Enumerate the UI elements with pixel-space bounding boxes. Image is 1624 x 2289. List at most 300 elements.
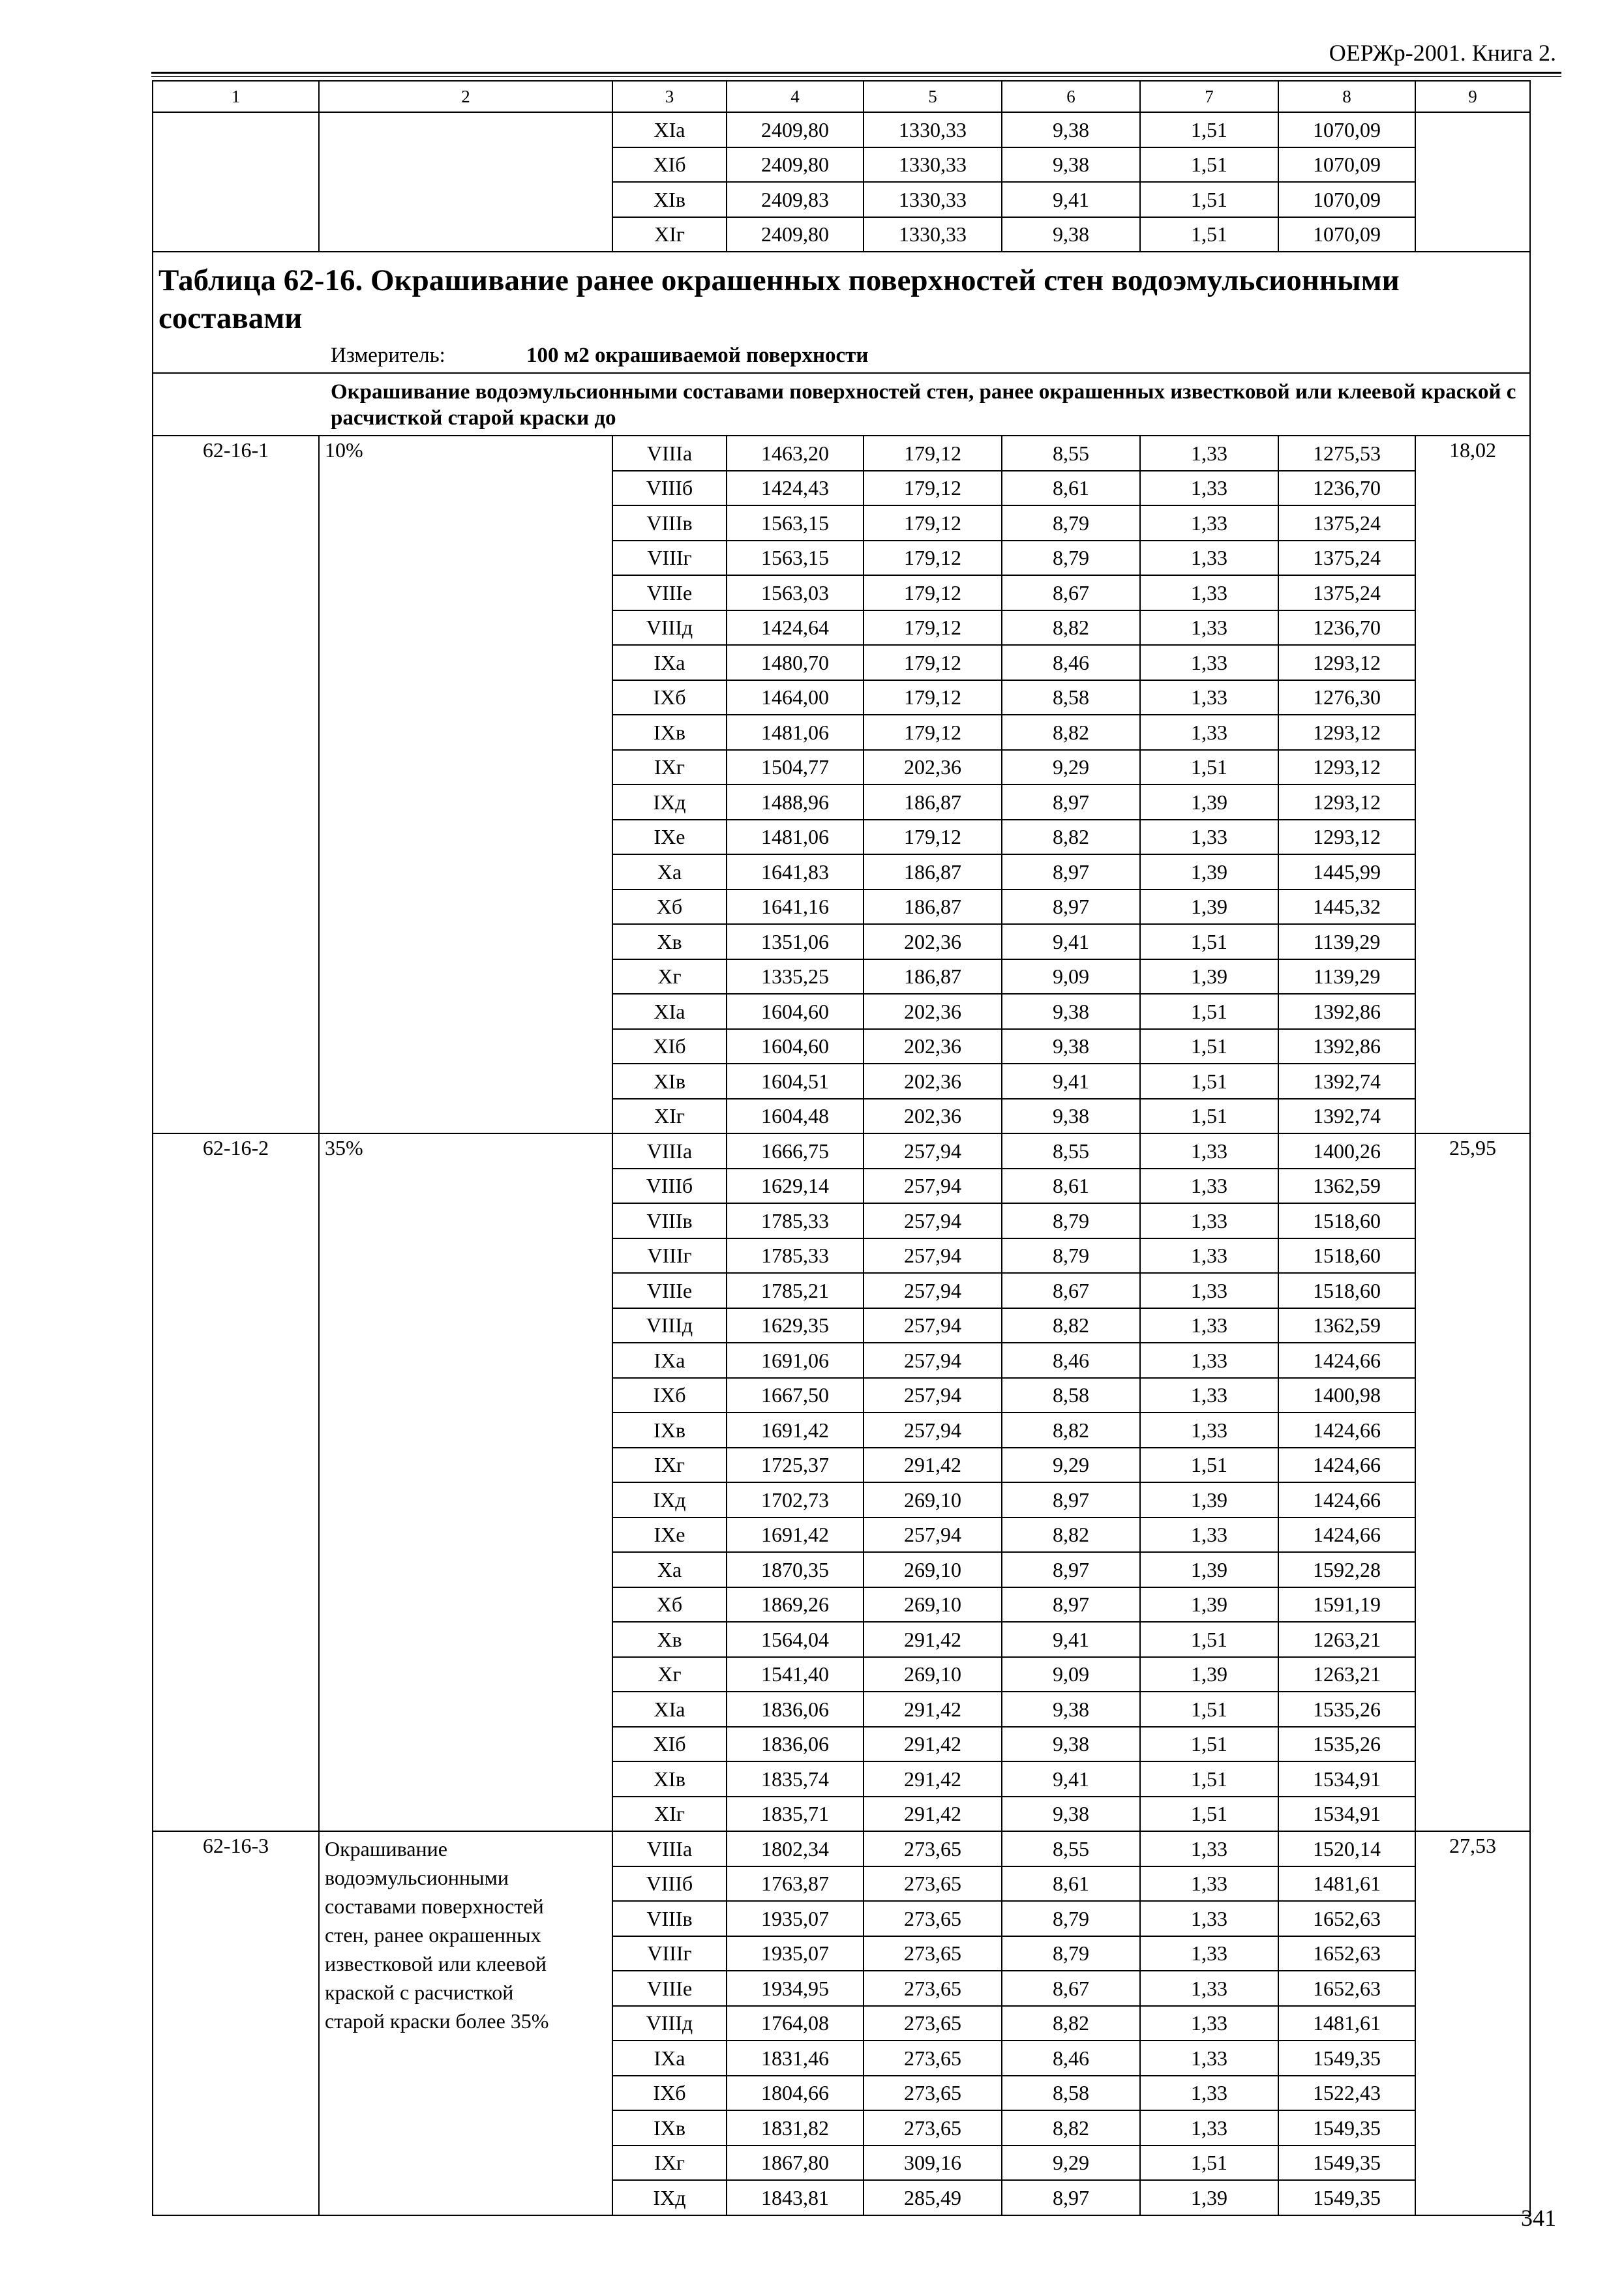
machine-cost-cell: 9,38 [1002, 217, 1140, 252]
direct-cost-cell: 1424,64 [727, 610, 864, 646]
price-cell: 18,02 [1415, 436, 1530, 1133]
zone-cell: IXе [612, 1518, 727, 1553]
wage-cell: 179,12 [864, 471, 1002, 506]
material-cost-cell: 1591,19 [1278, 1587, 1415, 1623]
machinist-wage-cell: 1,33 [1140, 2006, 1278, 2041]
material-cost-cell: 1549,35 [1278, 2041, 1415, 2076]
direct-cost-cell: 1843,81 [727, 2180, 864, 2215]
direct-cost-cell: 1564,04 [727, 1622, 864, 1657]
zone-cell: VIIIг [612, 1936, 727, 1971]
column-number: 9 [1415, 81, 1530, 112]
direct-cost-cell: 1481,06 [727, 715, 864, 750]
table-row [153, 436, 1530, 471]
material-cost-cell: 1518,60 [1278, 1273, 1415, 1308]
machine-cost-cell: 9,38 [1002, 994, 1140, 1029]
material-cost-cell: 1522,43 [1278, 2076, 1415, 2111]
wage-cell: 291,42 [864, 1797, 1002, 1832]
zone-cell: XIа [612, 994, 727, 1029]
price-cell: 25,95 [1415, 1133, 1530, 1831]
zone-cell: IXб [612, 1378, 727, 1413]
machinist-wage-cell: 1,33 [1140, 575, 1278, 610]
zone-cell: Xв [612, 924, 727, 959]
direct-cost-cell: 1641,16 [727, 890, 864, 925]
zone-cell: IXв [612, 1413, 727, 1448]
direct-cost-cell: 1831,46 [727, 2041, 864, 2076]
material-cost-cell: 1400,98 [1278, 1378, 1415, 1413]
wage-cell: 186,87 [864, 854, 1002, 890]
wage-cell: 186,87 [864, 959, 1002, 995]
meter-label: Измеритель: [331, 344, 445, 367]
machinist-wage-cell: 1,33 [1140, 610, 1278, 646]
machine-cost-cell: 8,67 [1002, 575, 1140, 610]
wage-cell: 273,65 [864, 2076, 1002, 2111]
machine-cost-cell: 8,61 [1002, 1169, 1140, 1204]
machinist-wage-cell: 1,33 [1140, 680, 1278, 715]
wage-cell: 186,87 [864, 785, 1002, 820]
material-cost-cell: 1392,74 [1278, 1099, 1415, 1134]
machinist-wage-cell: 1,51 [1140, 217, 1278, 252]
machine-cost-cell: 9,38 [1002, 1029, 1140, 1064]
machinist-wage-cell: 1,39 [1140, 890, 1278, 925]
material-cost-cell: 1424,66 [1278, 1343, 1415, 1378]
machine-cost-cell: 9,38 [1002, 112, 1140, 147]
machinist-wage-cell: 1,33 [1140, 1936, 1278, 1971]
machine-cost-cell: 9,09 [1002, 1657, 1140, 1692]
machinist-wage-cell: 1,51 [1140, 1099, 1278, 1134]
machine-cost-cell: 8,58 [1002, 1378, 1140, 1413]
machine-cost-cell: 8,82 [1002, 2006, 1140, 2041]
zone-cell: VIIIг [612, 1238, 727, 1274]
description-cell: 10% [319, 436, 612, 1133]
machinist-wage-cell: 1,33 [1140, 1413, 1278, 1448]
direct-cost-cell: 1835,74 [727, 1761, 864, 1797]
material-cost-cell: 1375,24 [1278, 505, 1415, 541]
material-cost-cell: 1534,91 [1278, 1761, 1415, 1797]
direct-cost-cell: 1934,95 [727, 1971, 864, 2006]
direct-cost-cell: 1563,15 [727, 541, 864, 576]
direct-cost-cell: 1785,33 [727, 1238, 864, 1274]
material-cost-cell: 1445,32 [1278, 890, 1415, 925]
material-cost-cell: 1549,35 [1278, 2146, 1415, 2181]
zone-cell: VIIIг [612, 541, 727, 576]
machine-cost-cell: 8,46 [1002, 1343, 1140, 1378]
direct-cost-cell: 1836,06 [727, 1692, 864, 1727]
machine-cost-cell: 8,79 [1002, 505, 1140, 541]
zone-cell: VIIIб [612, 1169, 727, 1204]
material-cost-cell: 1518,60 [1278, 1203, 1415, 1238]
wage-cell: 273,65 [864, 1936, 1002, 1971]
zone-cell: VIIIд [612, 610, 727, 646]
machine-cost-cell: 8,82 [1002, 1518, 1140, 1553]
zone-cell: XIг [612, 1797, 727, 1832]
zone-cell: XIа [612, 112, 727, 147]
material-cost-cell: 1549,35 [1278, 2110, 1415, 2146]
material-cost-cell: 1070,09 [1278, 112, 1415, 147]
machinist-wage-cell: 1,33 [1140, 471, 1278, 506]
wage-cell: 273,65 [864, 1866, 1002, 1902]
zone-cell: IXд [612, 2180, 727, 2215]
table-title-row [153, 252, 1530, 373]
header-rule [151, 72, 1561, 77]
direct-cost-cell: 1691,06 [727, 1343, 864, 1378]
machine-cost-cell: 9,29 [1002, 750, 1140, 785]
zone-cell: IXд [612, 1482, 727, 1518]
column-number: 7 [1140, 81, 1278, 112]
zone-cell: VIIIа [612, 436, 727, 471]
price-cell [1415, 112, 1530, 252]
table-title-cell [153, 252, 1530, 373]
machinist-wage-cell: 1,33 [1140, 645, 1278, 680]
page-number: 341 [1521, 2205, 1556, 2231]
material-cost-cell: 1275,53 [1278, 436, 1415, 471]
zone-cell: XIв [612, 182, 727, 217]
description-cell: Окрашивание водоэмульсионными составами поверхностей стен, ранее окрашенных известковой или клеевой краской с расчисткой старой краски более 35% [319, 1831, 612, 2215]
material-cost-cell: 1375,24 [1278, 575, 1415, 610]
zone-cell: Xб [612, 1587, 727, 1623]
wage-cell: 179,12 [864, 575, 1002, 610]
table-row [153, 112, 1530, 147]
zone-cell: VIIIа [612, 1133, 727, 1169]
code-cell: 62-16-3 [153, 1831, 319, 2215]
machine-cost-cell: 8,97 [1002, 785, 1140, 820]
wage-cell: 202,36 [864, 750, 1002, 785]
direct-cost-cell: 1785,21 [727, 1273, 864, 1308]
machine-cost-cell: 8,82 [1002, 610, 1140, 646]
wage-cell: 273,65 [864, 1831, 1002, 1866]
wage-cell: 285,49 [864, 2180, 1002, 2215]
direct-cost-cell: 2409,80 [727, 147, 864, 183]
column-number: 1 [153, 81, 319, 112]
material-cost-cell: 1293,12 [1278, 820, 1415, 855]
machine-cost-cell: 8,79 [1002, 1203, 1140, 1238]
running-header: ОЕРЖр-2001. Книга 2. [1329, 40, 1556, 66]
direct-cost-cell: 1691,42 [727, 1413, 864, 1448]
wage-cell: 273,65 [864, 2041, 1002, 2076]
machinist-wage-cell: 1,39 [1140, 1587, 1278, 1623]
material-cost-cell: 1535,26 [1278, 1727, 1415, 1762]
machinist-wage-cell: 1,51 [1140, 1692, 1278, 1727]
machine-cost-cell: 8,61 [1002, 471, 1140, 506]
zone-cell: IXд [612, 785, 727, 820]
direct-cost-cell: 1764,08 [727, 2006, 864, 2041]
machine-cost-cell: 9,38 [1002, 1797, 1140, 1832]
machine-cost-cell: 8,97 [1002, 2180, 1140, 2215]
direct-cost-cell: 1541,40 [727, 1657, 864, 1692]
machinist-wage-cell: 1,33 [1140, 1238, 1278, 1274]
zone-cell: VIIIв [612, 1203, 727, 1238]
machinist-wage-cell: 1,33 [1140, 2041, 1278, 2076]
wage-cell: 269,10 [864, 1482, 1002, 1518]
machine-cost-cell: 8,55 [1002, 436, 1140, 471]
wage-cell: 257,94 [864, 1378, 1002, 1413]
machine-cost-cell: 9,41 [1002, 1622, 1140, 1657]
material-cost-cell: 1070,09 [1278, 147, 1415, 183]
table-subtitle-cell [153, 373, 1530, 436]
machinist-wage-cell: 1,33 [1140, 1273, 1278, 1308]
direct-cost-cell: 1629,35 [727, 1308, 864, 1343]
direct-cost-cell: 1463,20 [727, 436, 864, 471]
material-cost-cell: 1424,66 [1278, 1482, 1415, 1518]
material-cost-cell: 1139,29 [1278, 924, 1415, 959]
direct-cost-cell: 1835,71 [727, 1797, 864, 1832]
wage-cell: 257,94 [864, 1518, 1002, 1553]
material-cost-cell: 1535,26 [1278, 1692, 1415, 1727]
column-number: 6 [1002, 81, 1140, 112]
material-cost-cell: 1481,61 [1278, 1866, 1415, 1902]
material-cost-cell: 1263,21 [1278, 1657, 1415, 1692]
zone-cell: VIIIд [612, 2006, 727, 2041]
machinist-wage-cell: 1,51 [1140, 1797, 1278, 1832]
machine-cost-cell: 9,41 [1002, 924, 1140, 959]
column-number: 2 [319, 81, 612, 112]
machine-cost-cell: 8,67 [1002, 1971, 1140, 2006]
material-cost-cell: 1652,63 [1278, 1936, 1415, 1971]
direct-cost-cell: 1629,14 [727, 1169, 864, 1204]
wage-cell: 179,12 [864, 610, 1002, 646]
zone-cell: IXб [612, 680, 727, 715]
machine-cost-cell: 8,79 [1002, 541, 1140, 576]
zone-cell: XIв [612, 1064, 727, 1099]
zone-cell: IXб [612, 2076, 727, 2111]
zone-cell: XIб [612, 147, 727, 183]
machinist-wage-cell: 1,51 [1140, 994, 1278, 1029]
machinist-wage-cell: 1,33 [1140, 541, 1278, 576]
zone-cell: VIIIд [612, 1308, 727, 1343]
machine-cost-cell: 8,97 [1002, 1552, 1140, 1587]
direct-cost-cell: 1869,26 [727, 1587, 864, 1623]
zone-cell: XIб [612, 1727, 727, 1762]
direct-cost-cell: 1836,06 [727, 1727, 864, 1762]
machinist-wage-cell: 1,33 [1140, 1378, 1278, 1413]
machine-cost-cell: 8,61 [1002, 1866, 1140, 1902]
direct-cost-cell: 1604,51 [727, 1064, 864, 1099]
wage-cell: 202,36 [864, 994, 1002, 1029]
zone-cell: XIг [612, 1099, 727, 1134]
wage-cell: 291,42 [864, 1448, 1002, 1483]
wage-cell: 257,94 [864, 1273, 1002, 1308]
wage-cell: 202,36 [864, 924, 1002, 959]
zone-cell: Xб [612, 890, 727, 925]
direct-cost-cell: 1870,35 [727, 1552, 864, 1587]
machinist-wage-cell: 1,39 [1140, 854, 1278, 890]
zone-cell: IXг [612, 750, 727, 785]
code-cell [153, 112, 319, 252]
direct-cost-cell: 1604,60 [727, 994, 864, 1029]
wage-cell: 257,94 [864, 1308, 1002, 1343]
zone-cell: XIб [612, 1029, 727, 1064]
wage-cell: 179,12 [864, 505, 1002, 541]
material-cost-cell: 1263,21 [1278, 1622, 1415, 1657]
material-cost-cell: 1652,63 [1278, 1901, 1415, 1936]
table-row [153, 1133, 1530, 1169]
machine-cost-cell: 9,38 [1002, 1692, 1140, 1727]
machinist-wage-cell: 1,33 [1140, 2076, 1278, 2111]
machine-cost-cell: 8,79 [1002, 1936, 1140, 1971]
machinist-wage-cell: 1,33 [1140, 1133, 1278, 1169]
zone-cell: Xв [612, 1622, 727, 1657]
machinist-wage-cell: 1,51 [1140, 1448, 1278, 1483]
zone-cell: XIв [612, 1761, 727, 1797]
zone-cell: Xа [612, 1552, 727, 1587]
wage-cell: 202,36 [864, 1064, 1002, 1099]
material-cost-cell: 1400,26 [1278, 1133, 1415, 1169]
meter-line [158, 342, 1524, 368]
direct-cost-cell: 1702,73 [727, 1482, 864, 1518]
code-cell: 62-16-1 [153, 436, 319, 1133]
machinist-wage-cell: 1,51 [1140, 1622, 1278, 1657]
material-cost-cell: 1424,66 [1278, 1448, 1415, 1483]
wage-cell: 179,12 [864, 436, 1002, 471]
material-cost-cell: 1236,70 [1278, 610, 1415, 646]
machinist-wage-cell: 1,51 [1140, 1761, 1278, 1797]
machinist-wage-cell: 1,51 [1140, 1029, 1278, 1064]
zone-cell: VIIIв [612, 505, 727, 541]
material-cost-cell: 1481,61 [1278, 2006, 1415, 2041]
wage-cell: 179,12 [864, 820, 1002, 855]
machine-cost-cell: 8,97 [1002, 1587, 1140, 1623]
machinist-wage-cell: 1,33 [1140, 505, 1278, 541]
wage-cell: 291,42 [864, 1727, 1002, 1762]
machine-cost-cell: 9,41 [1002, 182, 1140, 217]
machinist-wage-cell: 1,33 [1140, 715, 1278, 750]
machine-cost-cell: 8,97 [1002, 854, 1140, 890]
machine-cost-cell: 9,38 [1002, 1099, 1140, 1134]
wage-cell: 186,87 [864, 890, 1002, 925]
wage-cell: 179,12 [864, 541, 1002, 576]
direct-cost-cell: 1504,77 [727, 750, 864, 785]
wage-cell: 179,12 [864, 715, 1002, 750]
material-cost-cell: 1392,86 [1278, 1029, 1415, 1064]
zone-cell: VIIIе [612, 1273, 727, 1308]
material-cost-cell: 1362,59 [1278, 1169, 1415, 1204]
zone-cell: Xа [612, 854, 727, 890]
wage-cell: 179,12 [864, 645, 1002, 680]
machinist-wage-cell: 1,51 [1140, 147, 1278, 183]
wage-cell: 291,42 [864, 1761, 1002, 1797]
machine-cost-cell: 8,97 [1002, 890, 1140, 925]
direct-cost-cell: 1935,07 [727, 1901, 864, 1936]
zone-cell: VIIIв [612, 1901, 727, 1936]
machinist-wage-cell: 1,33 [1140, 1203, 1278, 1238]
direct-cost-cell: 1667,50 [727, 1378, 864, 1413]
machine-cost-cell: 9,29 [1002, 1448, 1140, 1483]
machinist-wage-cell: 1,51 [1140, 924, 1278, 959]
machine-cost-cell: 8,58 [1002, 2076, 1140, 2111]
table-title: Таблица 62-16. Окрашивание ранее окрашенных поверхностей стен водоэмульсионными составами [158, 263, 1400, 335]
machinist-wage-cell: 1,39 [1140, 2180, 1278, 2215]
material-cost-cell: 1293,12 [1278, 715, 1415, 750]
direct-cost-cell: 1424,43 [727, 471, 864, 506]
machinist-wage-cell: 1,51 [1140, 1064, 1278, 1099]
machine-cost-cell: 8,82 [1002, 715, 1140, 750]
machine-cost-cell: 9,29 [1002, 2146, 1140, 2181]
wage-cell: 1330,33 [864, 217, 1002, 252]
wage-cell: 291,42 [864, 1692, 1002, 1727]
direct-cost-cell: 1563,15 [727, 505, 864, 541]
description-cell: 35% [319, 1133, 612, 1831]
machine-cost-cell: 8,79 [1002, 1901, 1140, 1936]
direct-cost-cell: 2409,83 [727, 182, 864, 217]
direct-cost-cell: 1804,66 [727, 2076, 864, 2111]
zone-cell: VIIIа [612, 1831, 727, 1866]
material-cost-cell: 1293,12 [1278, 750, 1415, 785]
zone-cell: VIIIб [612, 1866, 727, 1902]
material-cost-cell: 1445,99 [1278, 854, 1415, 890]
wage-cell: 257,94 [864, 1413, 1002, 1448]
machinist-wage-cell: 1,39 [1140, 1482, 1278, 1518]
zone-cell: Xг [612, 1657, 727, 1692]
wage-cell: 179,12 [864, 680, 1002, 715]
machinist-wage-cell: 1,51 [1140, 2146, 1278, 2181]
wage-cell: 291,42 [864, 1622, 1002, 1657]
zone-cell: IXа [612, 1343, 727, 1378]
zone-cell: IXе [612, 820, 727, 855]
description-cell [319, 112, 612, 252]
direct-cost-cell: 2409,80 [727, 112, 864, 147]
material-cost-cell: 1375,24 [1278, 541, 1415, 576]
zone-cell: IXа [612, 645, 727, 680]
zone-cell: VIIIе [612, 575, 727, 610]
material-cost-cell: 1392,86 [1278, 994, 1415, 1029]
machine-cost-cell: 8,82 [1002, 2110, 1140, 2146]
zone-cell: VIIIе [612, 1971, 727, 2006]
direct-cost-cell: 1831,82 [727, 2110, 864, 2146]
zone-cell: IXг [612, 2146, 727, 2181]
wage-cell: 257,94 [864, 1169, 1002, 1204]
column-number: 3 [612, 81, 727, 112]
material-cost-cell: 1362,59 [1278, 1308, 1415, 1343]
direct-cost-cell: 1464,00 [727, 680, 864, 715]
wage-cell: 1330,33 [864, 147, 1002, 183]
wage-cell: 1330,33 [864, 182, 1002, 217]
machinist-wage-cell: 1,33 [1140, 1518, 1278, 1553]
price-table [152, 80, 1531, 2216]
zone-cell: IXв [612, 715, 727, 750]
machinist-wage-cell: 1,33 [1140, 1901, 1278, 1936]
zone-cell: XIг [612, 217, 727, 252]
machine-cost-cell: 9,09 [1002, 959, 1140, 995]
wage-cell: 273,65 [864, 2006, 1002, 2041]
machinist-wage-cell: 1,33 [1140, 436, 1278, 471]
direct-cost-cell: 1935,07 [727, 1936, 864, 1971]
direct-cost-cell: 1763,87 [727, 1866, 864, 1902]
material-cost-cell: 1534,91 [1278, 1797, 1415, 1832]
machinist-wage-cell: 1,33 [1140, 1169, 1278, 1204]
direct-cost-cell: 1691,42 [727, 1518, 864, 1553]
wage-cell: 257,94 [864, 1133, 1002, 1169]
machinist-wage-cell: 1,51 [1140, 182, 1278, 217]
wage-cell: 1330,33 [864, 112, 1002, 147]
direct-cost-cell: 1480,70 [727, 645, 864, 680]
machine-cost-cell: 8,97 [1002, 1482, 1140, 1518]
column-number-row [153, 81, 1530, 112]
wage-cell: 269,10 [864, 1552, 1002, 1587]
wage-cell: 257,94 [864, 1238, 1002, 1274]
machinist-wage-cell: 1,33 [1140, 820, 1278, 855]
direct-cost-cell: 2409,80 [727, 217, 864, 252]
material-cost-cell: 1293,12 [1278, 785, 1415, 820]
machine-cost-cell: 8,55 [1002, 1133, 1140, 1169]
wage-cell: 269,10 [864, 1587, 1002, 1623]
machinist-wage-cell: 1,33 [1140, 1343, 1278, 1378]
direct-cost-cell: 1867,80 [727, 2146, 864, 2181]
direct-cost-cell: 1641,83 [727, 854, 864, 890]
machinist-wage-cell: 1,39 [1140, 1657, 1278, 1692]
machine-cost-cell: 8,82 [1002, 820, 1140, 855]
machine-cost-cell: 8,79 [1002, 1238, 1140, 1274]
material-cost-cell: 1592,28 [1278, 1552, 1415, 1587]
direct-cost-cell: 1802,34 [727, 1831, 864, 1866]
